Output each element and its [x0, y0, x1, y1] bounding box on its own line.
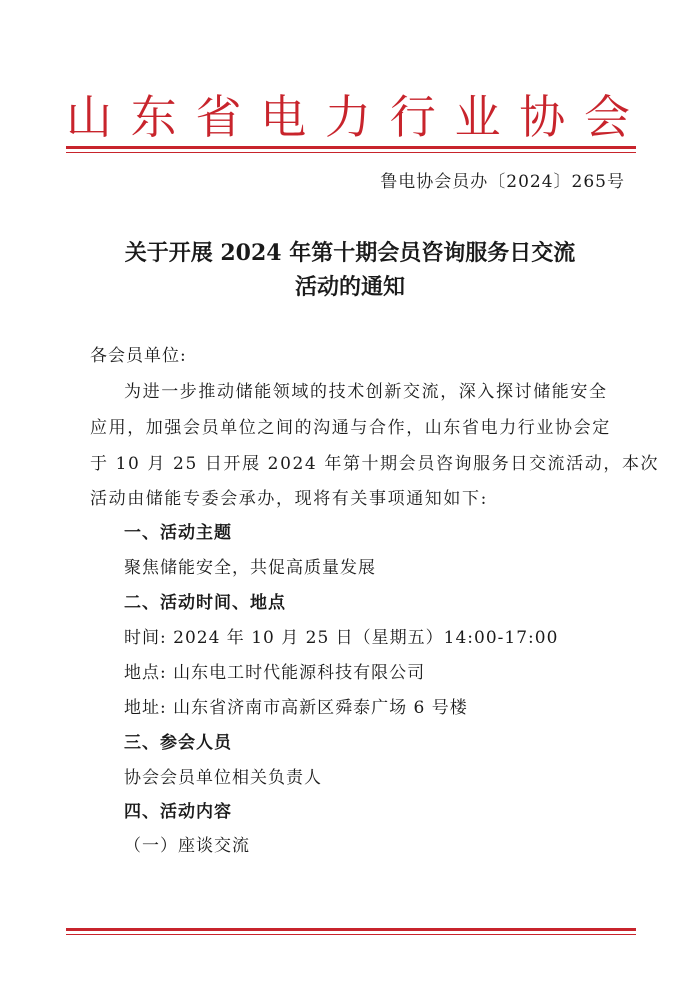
section-heading-theme: 一、活动主题	[124, 523, 232, 543]
content-subsection-1: （一）座谈交流	[124, 836, 250, 856]
intro-line-2: 应用，加强会员单位之间的沟通与合作，山东省电力行业协会定	[90, 418, 611, 438]
salutation: 各会员单位:	[90, 346, 187, 366]
intro-line-3: 于 10 月 25 日开展 2024 年第十期会员咨询服务日交流活动，本次	[90, 454, 660, 474]
participants-text: 协会会员单位相关负责人	[124, 768, 322, 788]
section-heading-content: 四、活动内容	[124, 802, 232, 822]
document-title	[80, 236, 620, 304]
event-time: 时间: 2024 年 10 月 25 日（星期五）14:00-17:00	[124, 628, 559, 648]
theme-text: 聚焦储能安全，共促高质量发展	[124, 558, 376, 578]
header-divider-thick	[66, 146, 636, 149]
footer-divider-thin	[66, 934, 636, 935]
intro-line-1: 为进一步推动储能领域的技术创新交流，深入探讨储能安全	[124, 382, 608, 402]
document-number: 鲁电协会员办〔2024〕265号	[380, 172, 625, 192]
footer-divider-thick	[66, 928, 636, 931]
organization-title: 山东省电力行业协会	[66, 90, 636, 144]
header-divider-thin	[66, 152, 636, 153]
section-heading-participants: 三、参会人员	[124, 733, 232, 753]
document-title-line-2: 活动的通知	[294, 274, 405, 300]
event-address: 地址: 山东省济南市高新区舜泰广场 6 号楼	[124, 698, 468, 718]
event-place: 地点: 山东电工时代能源科技有限公司	[124, 663, 426, 683]
section-heading-time-place: 二、活动时间、地点	[124, 593, 286, 613]
intro-line-4: 活动由储能专委会承办，现将有关事项通知如下:	[90, 489, 488, 509]
document-title-line-1: 关于开展 2024 年第十期会员咨询服务日交流	[124, 240, 576, 266]
